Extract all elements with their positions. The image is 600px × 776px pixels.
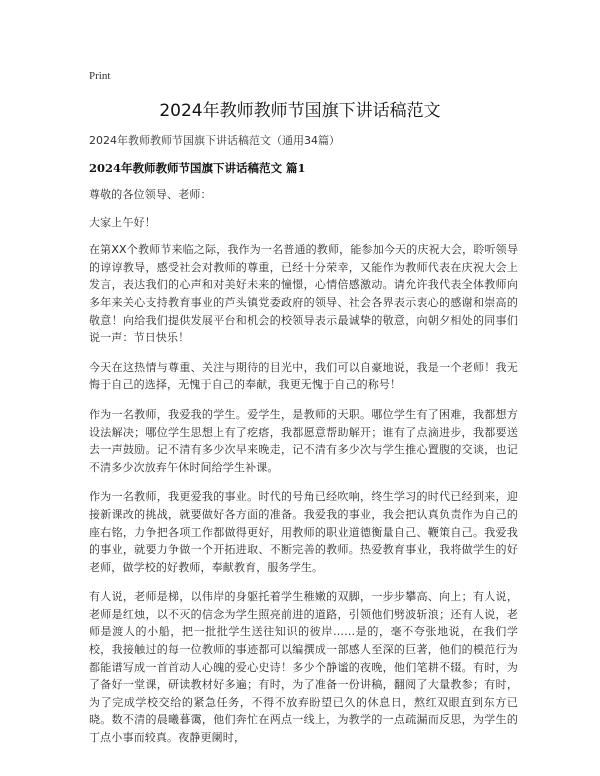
- document-subtitle: 2024年教师教师节国旗下讲话稿范文（通用34篇）: [89, 134, 340, 147]
- paragraph: 作为一名教师，我更爱我的事业。时代的号角已经吹响，终生学习的时代已经到来，迎接新课改的挑战，就要做好各方面的准备。我爱我的事业，我会把认真负责作为自己的座右铭，力争把各项工作都做得更好，用教师的职业道德衡量自己、鞭策自己。我爱我的事业，就要力争做一个开拓进取、不断完善的教师。热爱教育事业，我将做学生的好老师，做学校的好教师，奉献教育，服务学生。: [89, 490, 518, 574]
- print-link[interactable]: Print: [89, 70, 111, 82]
- paragraph-salutation: 尊敬的各位领导、老师：: [89, 188, 212, 201]
- paragraph: 有人说，老师是梯，以伟岸的身躯托着学生稚嫩的双脚，一步步攀高、向上；有人说，老师是红烛，以不灭的信念为学生照亮前进的道路，引领他们劈波斩浪；还有人说，老师是渡人的小船，把一批批学生送往知识的彼岸……是的，毫不夸张地说，在我们学校，我接触过的每一位教师的事迹都可以编撰成一部感人至深的巨著，他们的模范行为都能谱写成一首首动人心魄的爱心史诗！多少个静谧的夜晚，他们笔耕不辍。有时，为了备好一堂课，研读教材好多遍；有时，为了准备一份讲稿，翻阅了大量教参；有时，为了完成学校交给的紧急任务，不得不放弃盼望已久的休息日，熬红双眼直到东方已晓。数不清的晨曦暮霭，他们奔忙在两点一线上，为教学的一点疏漏而反思，为学生的丁点小事而较真。夜静更阑时，: [89, 590, 518, 745]
- document-title: 2024年教师教师节国旗下讲话稿范文: [159, 101, 441, 121]
- document-body: [89, 186, 518, 759]
- paragraph: 今天在这热情与尊重、关注与期待的目光中，我们可以自豪地说，我是一个老师！我无悔于自己的选择，无愧于自己的奉献，我更无愧于自己的称号！: [89, 360, 518, 392]
- section-title: 2024年教师教师节国旗下讲话稿范文 篇1: [89, 161, 306, 175]
- paragraph-greeting: 大家上午好！: [89, 215, 156, 229]
- paragraph: 在第XX个教师节来临之际，我作为一名普通的教师，能参加今天的庆祝大会，聆听领导的谆谆教导，感受社会对教师的尊重，已经十分荣幸，又能作为教师代表在庆祝大会上发言，表达我们的心声和对美好未来的憧憬，心情倍感激动。请允许我代表全体教师向多年来关心支持教育事业的芦头镇党委政府的领导、社会各界表示衷心的感谢和崇高的敬意！向给我们提供发展平台和机会的校领导表示最诚挚的敬意，向朝夕相处的同事们说一声：节日快乐！: [89, 243, 518, 345]
- paragraph: 作为一名教师，我爱我的学生。爱学生，是教师的天职。哪位学生有了困难，我都想方设法解决；哪位学生思想上有了疙瘩，我都愿意帮助解开；谁有了点滴进步，我都要送去一声鼓励。记不清有多少次早来晚走，记不清有多少次与学生推心置腹的交谈，也记不清多少次放弃午休时间给学生补课。: [89, 407, 518, 474]
